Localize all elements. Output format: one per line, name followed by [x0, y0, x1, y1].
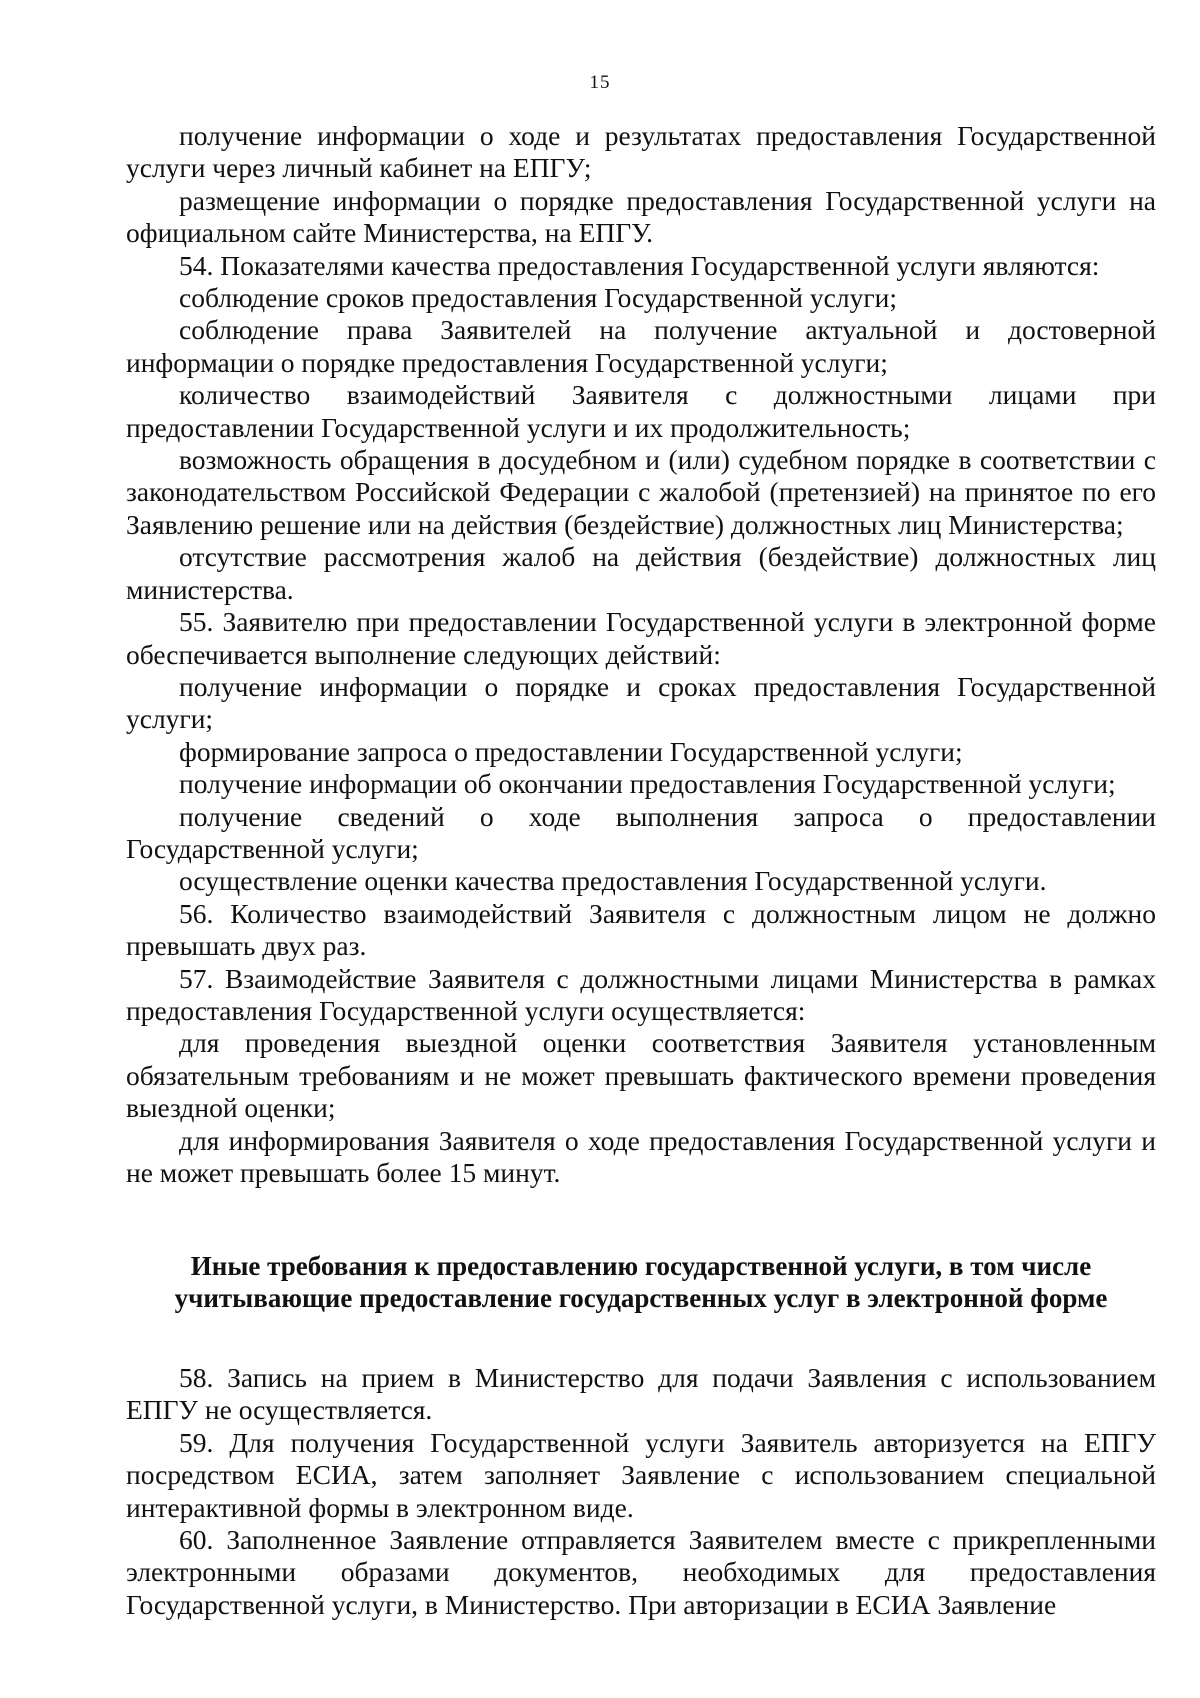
paragraph: получение информации о порядке и сроках предоставления Государственной услуги;: [126, 670, 1156, 735]
paragraph: для проведения выездной оценки соответствия Заявителя установленным обязательным требованиям и не может превышать фактического времени проведения выездной оценки;: [126, 1027, 1156, 1124]
page-number: 15: [589, 72, 611, 93]
paragraph: получение информации о ходе и результатах предоставления Государственной услуги через личный кабинет на ЕПГУ;: [126, 120, 1156, 184]
paragraph: для информирования Заявителя о ходе предоставления Государственной услуги и не может превышать более 15 минут.: [126, 1124, 1156, 1188]
paragraph: соблюдение права Заявителей на получение актуальной и достоверной информации о порядке предоставления Государственной услуги;: [126, 314, 1156, 378]
paragraph-54: 54. Показателями качества предоставления Государственной услуги являются:: [179, 249, 1100, 281]
paragraph: количество взаимодействий Заявителя с должностными лицами при предоставлении Государственной услуги и их продолжительность;: [126, 379, 1156, 443]
paragraph-57: 57. Взаимодействие Заявителя с должностными лицами Министерства в рамках предоставления Государственной услуги осуществляется:: [126, 962, 1156, 1026]
paragraph: осуществление оценки качества предоставления Государственной услуги.: [179, 865, 1047, 897]
paragraph-56: 56. Количество взаимодействий Заявителя с должностным лицом не должно превышать двух раз.: [126, 897, 1156, 962]
body-text-top: [126, 120, 1156, 1189]
paragraph-60: 60. Заполненное Заявление отправляется Заявителем вместе с прикрепленными электронными образами документов, необходимых для предоставления Государственной услуги, в Министерство. При авторизации в ЕСИА Заявление: [126, 1524, 1156, 1620]
body-text-bottom: [126, 1362, 1156, 1621]
paragraph: формирование запроса о предоставлении Государственной услуги;: [179, 735, 963, 767]
paragraph: соблюдение сроков предоставления Государственной услуги;: [179, 282, 897, 314]
paragraph-55: 55. Заявителю при предоставлении Государственной услуги в электронной форме обеспечивается выполнение следующих действий:: [126, 606, 1156, 670]
paragraph: размещение информации о порядке предоставления Государственной услуги на официальном сайте Министерства, на ЕПГУ.: [126, 184, 1156, 249]
section-heading: [126, 1250, 1156, 1314]
paragraph: возможность обращения в досудебном и (или) судебном порядке в соответствии с законодательством Российской Федерации с жалобой (претензией) на принятое по его Заявлению решение или на действия (бездействие) должностных лиц Министерства;: [126, 444, 1156, 540]
section-heading-line-1: Иные требования к предоставлению государственной услуги, в том числе: [190, 1251, 1092, 1281]
section-heading-line-2: учитывающие предоставление государственных услуг в электронной форме: [174, 1283, 1108, 1313]
paragraph: получение информации об окончании предоставления Государственной услуги;: [179, 768, 1116, 800]
paragraph: отсутствие рассмотрения жалоб на действия (бездействие) должностных лиц министерства.: [126, 541, 1156, 605]
paragraph: получение сведений о ходе выполнения запроса о предоставлении Государственной услуги;: [126, 800, 1156, 864]
paragraph-58: 58. Запись на прием в Министерство для подачи Заявления с использованием ЕПГУ не осуществляется.: [126, 1362, 1156, 1426]
paragraph-59: 59. Для получения Государственной услуги Заявитель авторизуется на ЕПГУ посредством ЕСИА, затем заполняет Заявление с использованием специальной интерактивной формы в электронном виде.: [126, 1426, 1156, 1523]
